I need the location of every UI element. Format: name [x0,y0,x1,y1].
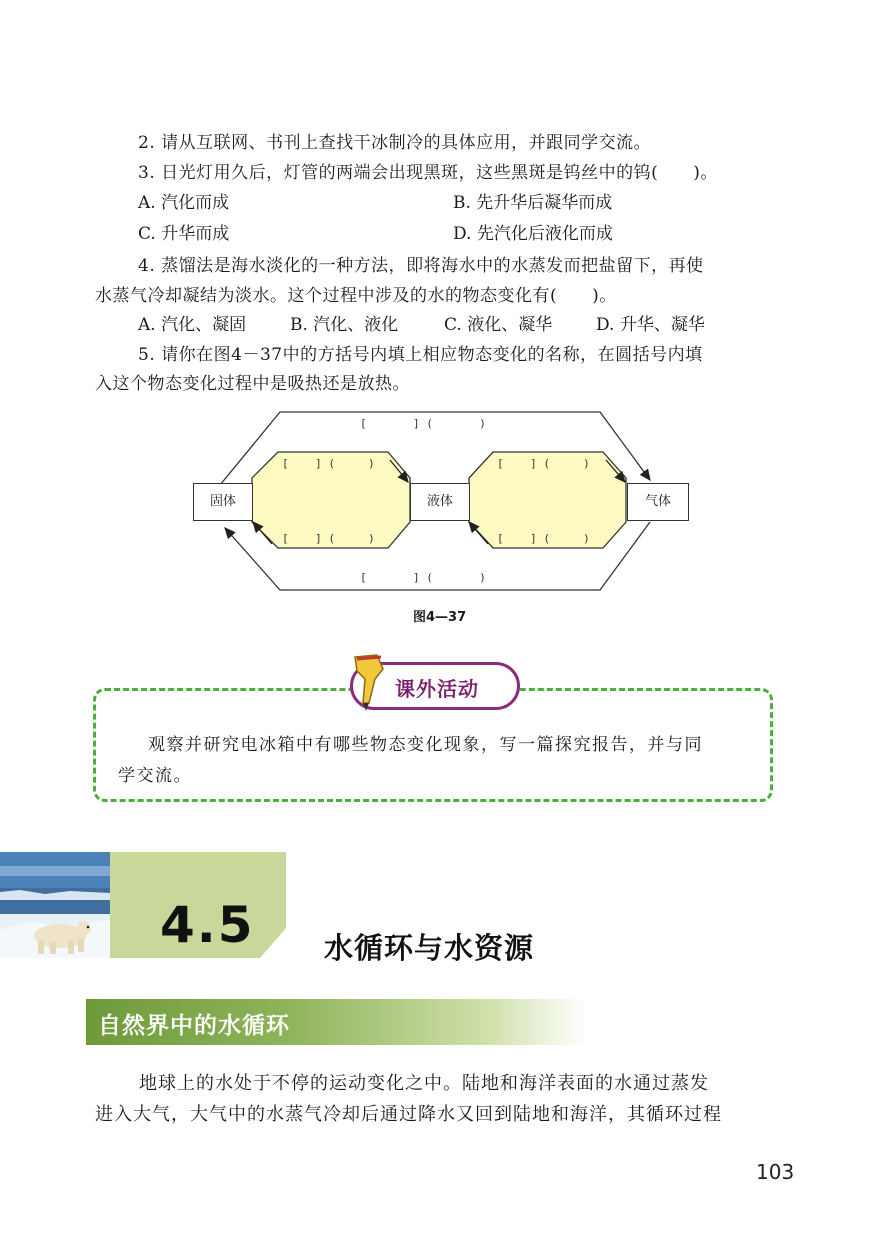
q4-option-d: D. 升华、凝华 [596,315,705,335]
polar-bear-photo [0,852,110,958]
left-top-blank: [ ] ( ) [282,457,375,470]
question-5-line1: 5. 请你在图4－37中的方括号内填上相应物态变化的名称，在圆括号内填 [138,345,703,365]
activity-badge [350,662,520,710]
right-top-blank: [ ] ( ) [497,457,590,470]
pencil-icon [347,651,393,713]
question-5-line2: 入这个物态变化过程中是吸热还是放热。 [95,374,410,394]
gas-box: 气体 [627,483,689,521]
q4-option-b: B. 汽化、液化 [290,315,399,335]
q3-option-b: B. 先升华后凝华而成 [453,193,613,213]
activity-text-line2: 学交流。 [118,766,192,786]
paragraph-line1: 地球上的水处于不停的运动变化之中。陆地和海洋表面的水通过蒸发 [139,1073,709,1094]
question-2: 2. 请从互联网、书刊上查找干冰制冷的具体应用，并跟同学交流。 [138,133,652,153]
q3-option-c: C. 升华而成 [138,224,230,244]
question-3: 3. 日光灯用久后，灯管的两端会出现黑斑，这些黑斑是钨丝中的钨( )。 [138,163,718,183]
activity-badge-label: 课外活动 [395,677,479,701]
right-bottom-blank: [ ] ( ) [497,532,590,545]
q3-option-a: A. 汽化而成 [138,193,230,213]
section-title: 水循环与水资源 [324,931,535,965]
page-number: 103 [756,1160,795,1184]
question-4-line1: 4. 蒸馏法是海水淡化的一种方法，即将海水中的水蒸发而把盐留下，再使 [138,256,704,276]
section-number: 4.5 [160,896,255,954]
q4-option-c: C. 液化、凝华 [444,315,553,335]
left-bottom-blank: [ ] ( ) [282,532,375,545]
bottom-outer-blank: [ ] ( ) [360,571,486,584]
figure-caption: 图4—37 [413,610,467,625]
top-outer-blank: [ ] ( ) [360,417,486,430]
subsection-title: 自然界中的水循环 [98,1013,290,1039]
question-4-line2: 水蒸气冷却凝结为淡水。这个过程中涉及的水的物态变化有( )。 [95,286,617,306]
q3-option-d: D. 先汽化后液化而成 [453,224,613,244]
solid-box: 固体 [193,483,253,521]
q4-option-a: A. 汽化、凝固 [138,315,247,335]
paragraph-line2: 进入大气，大气中的水蒸气冷却后通过降水又回到陆地和海洋，其循环过程 [95,1104,722,1125]
activity-text-line1: 观察并研究电冰箱中有哪些物态变化现象，写一篇探究报告，并与同 [148,735,703,755]
liquid-box: 液体 [410,483,470,521]
